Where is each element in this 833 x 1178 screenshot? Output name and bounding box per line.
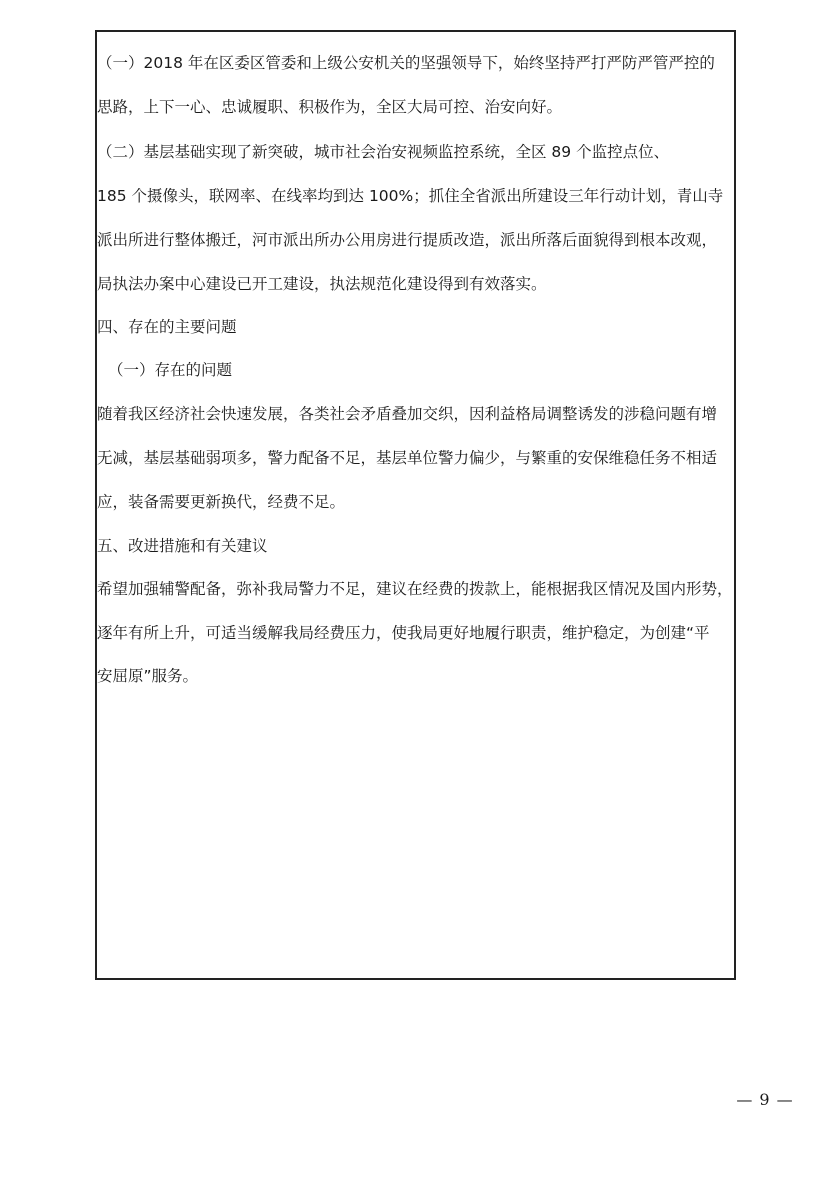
paragraph-2-line-2: 185 个摄像头，联网率、在线率均到达 100%；抓住全省派出所建设三年行动计划，青山寺 bbox=[97, 187, 724, 205]
section-heading-problems: 四、存在的主要问题 bbox=[97, 318, 237, 336]
paragraph-3-line-1: 随着我区经济社会快速发展，各类社会矛盾叠加交织，因利益格局调整诱发的涉稳问题有增 bbox=[97, 405, 718, 423]
paragraph-4-line-3: 安屈原”服务。 bbox=[97, 667, 199, 685]
paragraph-2-line-4: 局执法办案中心建设已开工建设，执法规范化建设得到有效落实。 bbox=[97, 275, 547, 293]
paragraph-4-line-2: 逐年有所上升，可适当缓解我局经费压力，使我局更好地履行职责，维护稳定，为创建“平 bbox=[97, 624, 710, 642]
paragraph-2-line-1: （二）基层基础实现了新突破，城市社会治安视频监控系统，全区 89 个监控点位、 bbox=[97, 143, 670, 161]
paragraph-1-line-2: 思路，上下一心、忠诚履职、积极作为，全区大局可控、治安向好。 bbox=[97, 98, 563, 116]
paragraph-3-line-2: 无减，基层基础弱项多，警力配备不足，基层单位警力偏少，与繁重的安保维稳任务不相适 bbox=[97, 449, 718, 467]
subsection-heading-existing-problems: （一）存在的问题 bbox=[108, 361, 233, 379]
section-heading-improvements: 五、改进措施和有关建议 bbox=[97, 537, 268, 555]
page-number: — 9 — bbox=[736, 1090, 794, 1109]
paragraph-4-line-1: 希望加强辅警配备，弥补我局警力不足，建议在经费的拨款上，能根据我区情况及国内形势， bbox=[97, 580, 733, 598]
paragraph-2-line-3: 派出所进行整体搬迁，河市派出所办公用房进行提质改造，派出所落后面貌得到根本改观， bbox=[97, 231, 718, 249]
paragraph-3-line-3: 应，装备需要更新换代，经费不足。 bbox=[97, 493, 346, 511]
paragraph-1-line-1: （一）2018 年在区委区管委和上级公安机关的坚强领导下，始终坚持严打严防严管严控的 bbox=[97, 54, 715, 72]
